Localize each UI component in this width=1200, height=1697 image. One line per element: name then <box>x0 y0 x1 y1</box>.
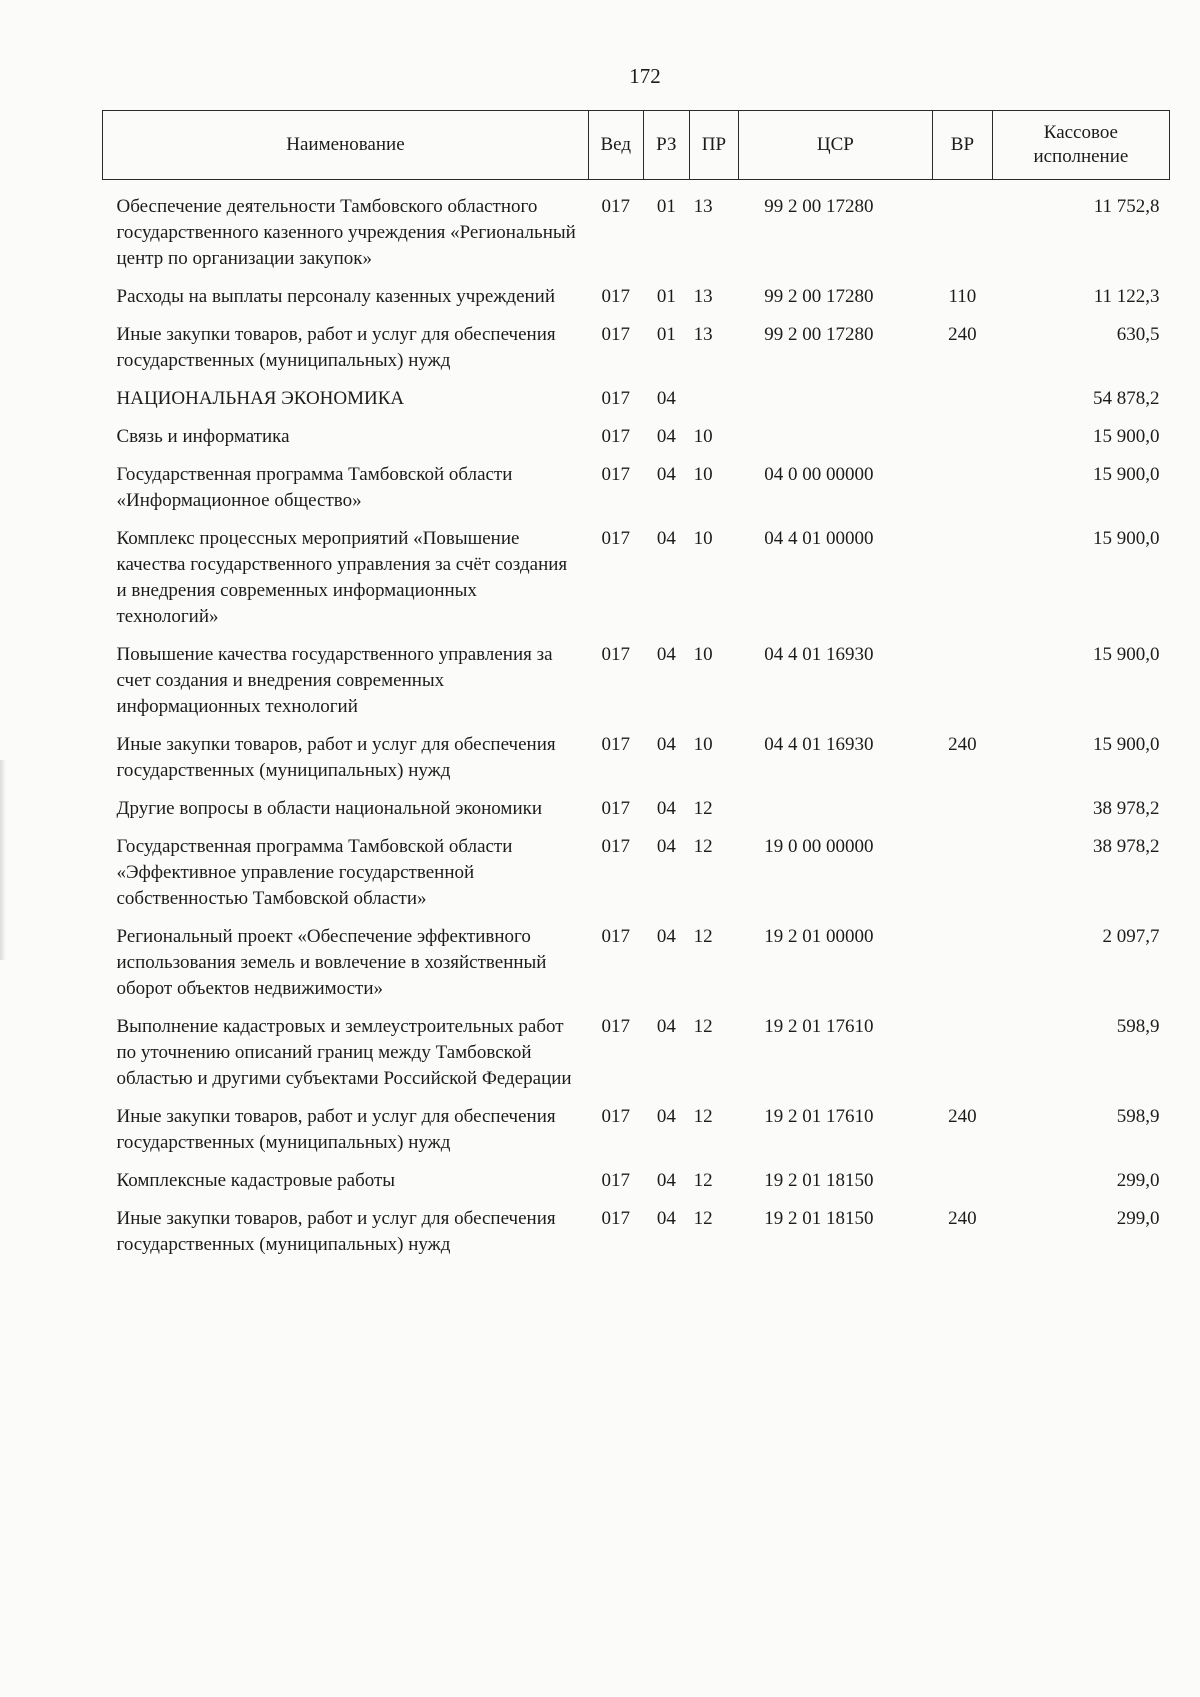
table-row <box>103 1160 1170 1198</box>
cell-ka: 15 900,0 <box>1093 426 1160 447</box>
cell-rz: 01 <box>656 324 676 345</box>
header-name: Наименование <box>103 111 589 180</box>
cell-csr: 19 2 01 18150 <box>764 1208 874 1229</box>
table-row <box>103 724 1170 788</box>
cell-name: Региональный проект «Обеспечение эффективного использования земель и вовлечение в хозяйственный оборот объектов недвижимости» <box>116 926 547 999</box>
cell-csr: 04 0 00 00000 <box>764 464 874 485</box>
cell-name: Комплекс процессных мероприятий «Повышение качества государственного управления за счёт создания и внедрения современных информационных технологий» <box>116 528 568 627</box>
cell-ved: 017 <box>601 926 630 947</box>
cell-name: Расходы на выплаты персоналу казенных учреждений <box>116 286 556 307</box>
cell-pr: 10 <box>693 734 713 755</box>
cell-ved: 017 <box>601 528 630 549</box>
table-row <box>103 1198 1170 1262</box>
table-row <box>103 518 1170 634</box>
cell-name: Иные закупки товаров, работ и услуг для обеспечения государственных (муниципальных) нужд <box>116 1106 556 1153</box>
table-row <box>103 1006 1170 1096</box>
cell-pr: 12 <box>693 926 713 947</box>
cell-ved: 017 <box>601 1106 630 1127</box>
cell-pr: 10 <box>693 426 713 447</box>
table-row <box>103 314 1170 378</box>
cell-pr: 10 <box>693 464 713 485</box>
cell-name: Выполнение кадастровых и землеустроительных работ по уточнению описаний границ между Тамбовской областью и другими субъектами Российской Федерации <box>116 1016 572 1089</box>
cell-pr: 12 <box>693 1170 713 1191</box>
cell-ved: 017 <box>601 644 630 665</box>
cell-ka: 299,0 <box>1116 1170 1160 1191</box>
cell-name: Государственная программа Тамбовской области «Информационное общество» <box>116 464 513 511</box>
cell-ved: 017 <box>601 464 630 485</box>
cell-vr <box>933 1160 993 1198</box>
cell-csr <box>738 378 932 416</box>
table-row <box>103 916 1170 1006</box>
cell-rz: 04 <box>656 734 676 755</box>
cell-ved: 017 <box>601 324 630 345</box>
cell-rz: 04 <box>656 926 676 947</box>
cell-csr <box>738 416 932 454</box>
cell-csr: 99 2 00 17280 <box>764 196 874 217</box>
cell-csr: 19 2 01 00000 <box>764 926 874 947</box>
cell-ved: 017 <box>601 798 630 819</box>
cell-rz: 04 <box>656 798 676 819</box>
cell-name: Связь и информатика <box>116 426 290 447</box>
cell-ka: 299,0 <box>1116 1208 1160 1229</box>
table-row <box>103 1096 1170 1160</box>
cell-ka: 38 978,2 <box>1093 836 1160 857</box>
cell-ved: 017 <box>601 426 630 447</box>
table-body <box>103 180 1170 1263</box>
cell-vr: 240 <box>948 734 977 755</box>
table-row <box>103 826 1170 916</box>
cell-csr: 04 4 01 16930 <box>764 644 874 665</box>
header-vr: ВР <box>933 111 993 180</box>
table-row <box>103 416 1170 454</box>
header-csr: ЦСР <box>738 111 932 180</box>
cell-vr: 110 <box>948 286 977 307</box>
cell-pr: 10 <box>693 528 713 549</box>
cell-ved: 017 <box>601 836 630 857</box>
cell-ka: 38 978,2 <box>1093 798 1160 819</box>
cell-vr <box>933 180 993 277</box>
cell-pr: 12 <box>693 798 713 819</box>
cell-rz: 04 <box>656 464 676 485</box>
cell-rz: 04 <box>656 426 676 447</box>
cell-vr <box>933 454 993 518</box>
cell-vr <box>933 634 993 724</box>
scan-edge-shadow <box>0 760 6 960</box>
cell-ved: 017 <box>601 196 630 217</box>
cell-csr: 19 2 01 17610 <box>764 1016 874 1037</box>
cell-rz: 04 <box>656 1106 676 1127</box>
cell-ka: 598,9 <box>1116 1106 1160 1127</box>
cell-csr: 04 4 01 00000 <box>764 528 874 549</box>
cell-rz: 01 <box>656 196 676 217</box>
cell-vr: 240 <box>948 1208 977 1229</box>
cell-ved: 017 <box>601 734 630 755</box>
cell-csr: 99 2 00 17280 <box>764 286 874 307</box>
cell-vr <box>933 826 993 916</box>
cell-vr <box>933 788 993 826</box>
cell-rz: 01 <box>656 286 676 307</box>
cell-name: Обеспечение деятельности Тамбовского областного государственного казенного учреждения «Региональный центр по организации закупок» <box>116 196 576 269</box>
cell-name: Иные закупки товаров, работ и услуг для обеспечения государственных (муниципальных) нужд <box>116 734 556 781</box>
table-row <box>103 634 1170 724</box>
cell-rz: 04 <box>656 836 676 857</box>
cell-pr: 12 <box>693 1106 713 1127</box>
cell-vr: 240 <box>948 324 977 345</box>
cell-ved: 017 <box>601 1170 630 1191</box>
cell-vr <box>933 916 993 1006</box>
table-row <box>103 454 1170 518</box>
cell-rz: 04 <box>656 388 676 409</box>
cell-name: Комплексные кадастровые работы <box>116 1170 396 1191</box>
cell-rz: 04 <box>656 528 676 549</box>
cell-vr <box>933 518 993 634</box>
cell-name: Иные закупки товаров, работ и услуг для обеспечения государственных (муниципальных) нужд <box>116 324 556 371</box>
cell-pr: 12 <box>693 1208 713 1229</box>
cell-vr <box>933 378 993 416</box>
cell-name: Повышение качества государственного управления за счет создания и внедрения современных информационных технологий <box>116 644 553 717</box>
cell-csr: 04 4 01 16930 <box>764 734 874 755</box>
cell-rz: 04 <box>656 644 676 665</box>
cell-rz: 04 <box>656 1208 676 1229</box>
table-row <box>103 276 1170 314</box>
cell-ka: 2 097,7 <box>1102 926 1160 947</box>
page-number: 172 <box>629 64 661 88</box>
cell-ka: 54 878,2 <box>1093 388 1160 409</box>
cell-csr: 99 2 00 17280 <box>764 324 874 345</box>
cell-vr: 240 <box>948 1106 977 1127</box>
cell-name: Иные закупки товаров, работ и услуг для обеспечения государственных (муниципальных) нужд <box>116 1208 556 1255</box>
cell-csr <box>738 788 932 826</box>
cell-pr: 13 <box>693 196 713 217</box>
cell-vr <box>933 416 993 454</box>
cell-pr <box>690 378 739 416</box>
cell-csr: 19 2 01 18150 <box>764 1170 874 1191</box>
cell-ka: 15 900,0 <box>1093 734 1160 755</box>
header-rz: РЗ <box>643 111 690 180</box>
cell-name: НАЦИОНАЛЬНАЯ ЭКОНОМИКА <box>116 388 405 409</box>
table-row <box>103 378 1170 416</box>
cell-vr <box>933 1006 993 1096</box>
cell-ka: 15 900,0 <box>1093 528 1160 549</box>
cell-ved: 017 <box>601 1016 630 1037</box>
cell-ka: 630,5 <box>1116 324 1160 345</box>
cell-pr: 12 <box>693 836 713 857</box>
cell-ved: 017 <box>601 1208 630 1229</box>
budget-table <box>102 110 1170 1262</box>
header-pr: ПР <box>690 111 739 180</box>
table-row <box>103 180 1170 277</box>
cell-ved: 017 <box>601 286 630 307</box>
table-header <box>103 111 1170 180</box>
cell-ka: 15 900,0 <box>1093 644 1160 665</box>
cell-ka: 11 122,3 <box>1093 286 1160 307</box>
cell-rz: 04 <box>656 1170 676 1191</box>
cell-pr: 13 <box>693 324 713 345</box>
header-ka: Кассовое исполнение <box>992 111 1169 180</box>
cell-csr: 19 0 00 00000 <box>764 836 874 857</box>
header-ved: Вед <box>588 111 643 180</box>
cell-rz: 04 <box>656 1016 676 1037</box>
cell-ka: 15 900,0 <box>1093 464 1160 485</box>
cell-ka: 598,9 <box>1116 1016 1160 1037</box>
cell-pr: 13 <box>693 286 713 307</box>
header-row <box>103 111 1170 180</box>
cell-ka: 11 752,8 <box>1093 196 1160 217</box>
cell-name: Другие вопросы в области национальной экономики <box>116 798 543 819</box>
table-row <box>103 788 1170 826</box>
cell-name: Государственная программа Тамбовской области «Эффективное управление государственной собственностью Тамбовской области» <box>116 836 513 909</box>
cell-csr: 19 2 01 17610 <box>764 1106 874 1127</box>
cell-pr: 12 <box>693 1016 713 1037</box>
cell-ved: 017 <box>601 388 630 409</box>
cell-pr: 10 <box>693 644 713 665</box>
